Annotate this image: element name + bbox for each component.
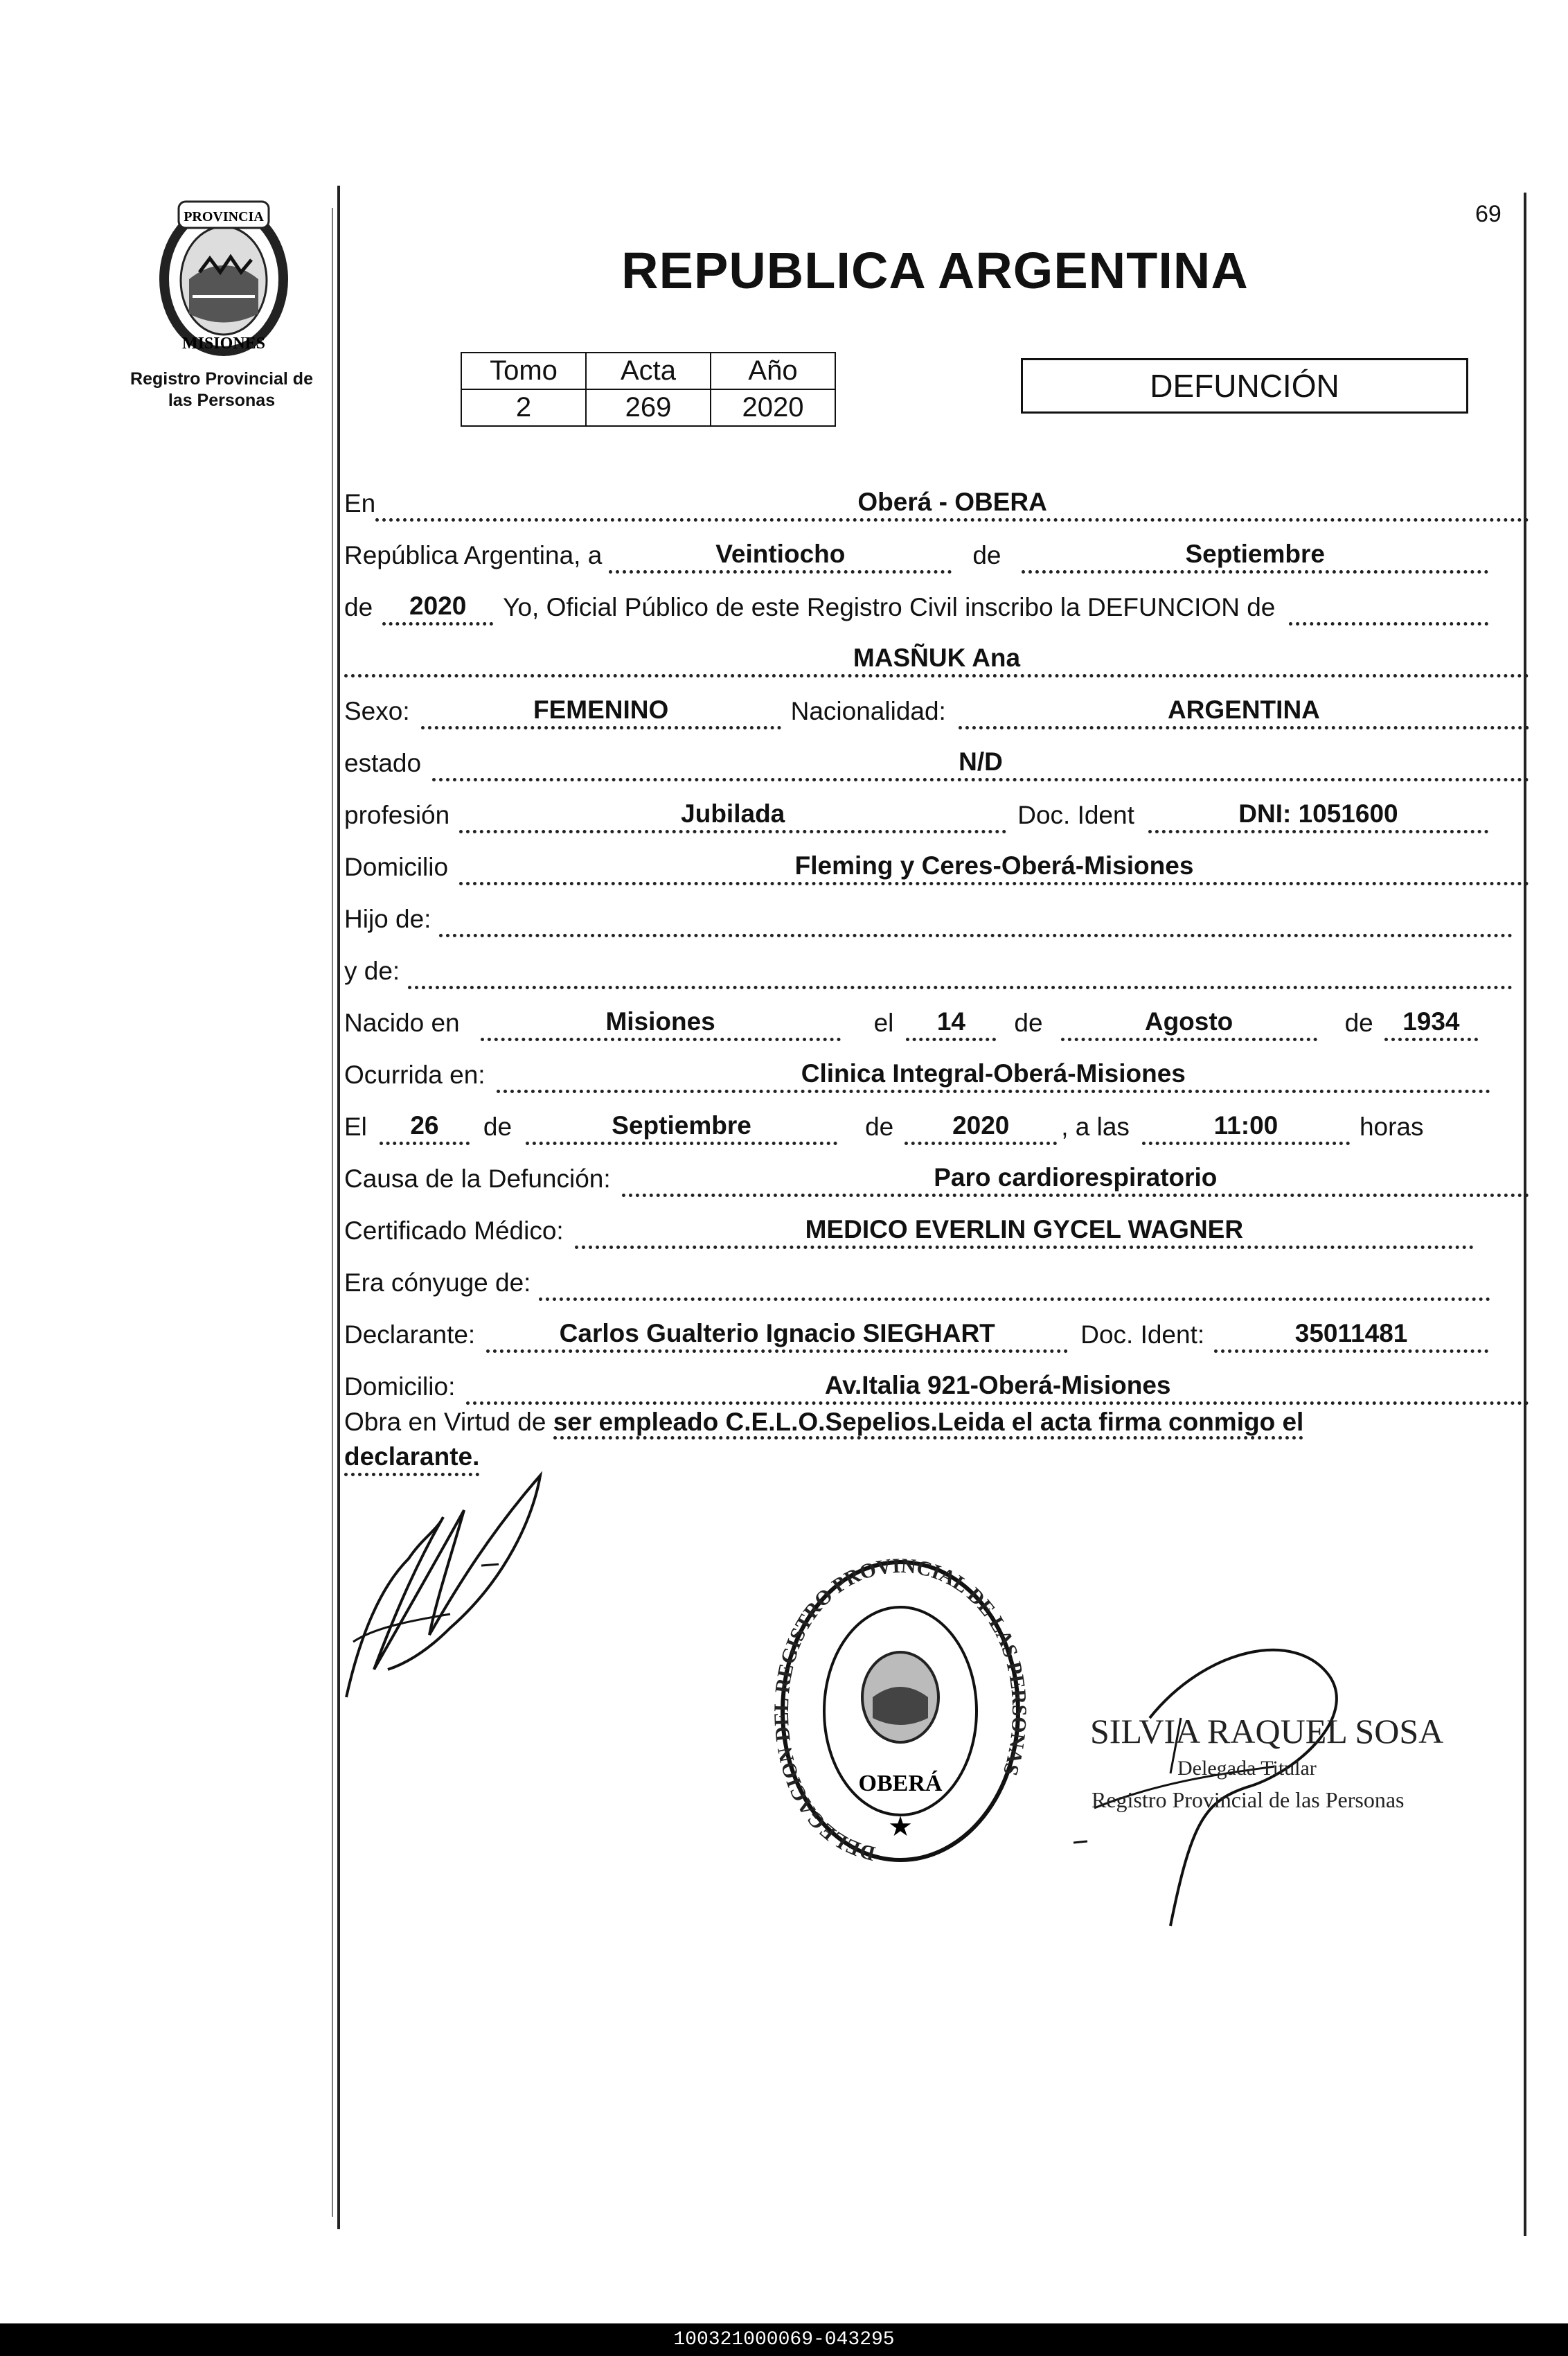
fecha-month-field: Septiembre	[1022, 540, 1488, 574]
page-title: REPUBLICA ARGENTINA	[621, 242, 1249, 299]
row-nombre	[344, 637, 1529, 677]
row-profesion	[344, 793, 1488, 833]
inscripcion-text: Yo, Oficial Público de este Registro Civil inscribo la DEFUNCION de	[503, 593, 1276, 621]
fallecimiento-el-label: El	[344, 1113, 367, 1141]
fecha-de-label: de	[972, 541, 1001, 569]
domicilio-label: Domicilio	[344, 853, 449, 881]
obra-text-line2: declarante.	[344, 1441, 479, 1476]
deceased-name-field: MASÑUK Ana	[344, 644, 1529, 677]
nacido-en-field: Misiones	[481, 1007, 841, 1041]
record-type-box	[1021, 358, 1468, 414]
fallecimiento-dia-field: 26	[380, 1111, 470, 1145]
en-field: Oberá - OBERA	[375, 488, 1529, 522]
row-ocurrida	[344, 1053, 1490, 1093]
conyuge-label: Era cónyuge de:	[344, 1268, 531, 1297]
certificado-label: Certificado Médico:	[344, 1216, 564, 1245]
official-title: Delegada Titular	[1177, 1757, 1317, 1780]
inscripcion-trailing-field	[1289, 592, 1488, 626]
record-value-acta: 269	[586, 389, 711, 426]
en-label: En	[344, 489, 376, 517]
row-causa	[344, 1157, 1529, 1197]
record-value-tomo: 2	[461, 389, 586, 426]
conyuge-field	[539, 1267, 1490, 1301]
sexo-label: Sexo:	[344, 697, 410, 725]
declarante-label: Declarante:	[344, 1320, 476, 1349]
declarant-signature	[332, 1462, 554, 1711]
row-y-de	[344, 949, 1513, 989]
nacido-el-label: el	[873, 1009, 894, 1037]
record-header-anio: Año	[711, 353, 835, 389]
obra-paragraph	[344, 1403, 1529, 1441]
row-conyuge	[344, 1261, 1490, 1301]
record-header-tomo: Tomo	[461, 353, 586, 389]
record-table-value-row	[461, 389, 835, 426]
fecha-day-field: Veintiocho	[609, 540, 952, 574]
nacionalidad-field: ARGENTINA	[959, 696, 1529, 729]
record-table	[461, 352, 836, 427]
a-las-label: , a las	[1061, 1113, 1130, 1141]
record-table-header-row	[461, 353, 835, 389]
declarante-doc-label: Doc. Ident:	[1080, 1320, 1205, 1349]
declarante-doc-field: 35011481	[1214, 1319, 1488, 1353]
row-hijo-de	[344, 897, 1513, 937]
inscripcion-de-label: de	[344, 593, 373, 621]
row-nacimiento	[344, 1001, 1478, 1041]
footer-barcode-text: 100321000069-043295	[0, 2323, 1568, 2356]
official-org: Registro Provincial de las Personas	[1092, 1787, 1405, 1812]
registry-label: Registro Provincial de las Personas	[130, 369, 313, 410]
hijo-de-field	[439, 903, 1513, 937]
profesion-label: profesión	[344, 801, 450, 829]
hijo-de-label: Hijo de:	[344, 905, 431, 933]
registry-office-stamp	[769, 1545, 1032, 1877]
page-number: 69	[1475, 201, 1502, 227]
seal-top-text: PROVINCIA	[184, 209, 264, 224]
inscripcion-year-field: 2020	[382, 592, 493, 626]
stamp-star-icon: ★	[888, 1812, 913, 1842]
y-de-label: y de:	[344, 957, 400, 985]
row-en	[344, 481, 1529, 522]
estado-field: N/D	[432, 747, 1529, 781]
official-signature-block	[1067, 1635, 1454, 1933]
official-name: SILVIA RAQUEL SOSA	[1090, 1712, 1444, 1751]
sexo-field: FEMENINO	[421, 696, 781, 729]
record-type-label: DEFUNCIÓN	[1150, 368, 1339, 404]
nacido-dia-field: 14	[906, 1007, 996, 1041]
nacido-mes-field: Agosto	[1061, 1007, 1317, 1041]
row-inscripcion	[344, 585, 1488, 626]
row-domicilio-declarante	[344, 1365, 1529, 1405]
domicilio-declarante-field: Av.Italia 921-Oberá-Misiones	[466, 1371, 1529, 1405]
left-border-line	[337, 186, 340, 2229]
row-declarante	[344, 1313, 1488, 1353]
nacido-anio-field: 1934	[1384, 1007, 1478, 1041]
row-estado	[344, 741, 1529, 781]
domicilio-field: Fleming y Ceres-Oberá-Misiones	[459, 851, 1529, 885]
row-fallecimiento	[344, 1105, 1529, 1145]
fallecimiento-de-label: de	[483, 1113, 513, 1141]
doc-ident-field: DNI: 1051600	[1148, 799, 1488, 833]
row-fecha	[344, 533, 1488, 574]
row-certificado	[344, 1209, 1474, 1249]
row-domicilio	[344, 845, 1529, 885]
stamp-city: OBERÁ	[858, 1771, 943, 1796]
y-de-field	[408, 955, 1513, 989]
causa-field: Paro cardiorespiratorio	[622, 1163, 1529, 1197]
causa-label: Causa de la Defunción:	[344, 1164, 611, 1193]
stamp-ring-text: DELEGACION DEL REGISTRO PROVINCIAL DE LAS PERSONAS	[769, 1554, 1031, 1866]
fallecimiento-anio-field: 2020	[905, 1111, 1057, 1145]
profesion-field: Jubilada	[459, 799, 1006, 833]
domicilio-declarante-label: Domicilio:	[344, 1372, 456, 1401]
row-sexo-nacionalidad	[344, 689, 1529, 729]
declarante-field: Carlos Gualterio Ignacio SIEGHART	[486, 1319, 1068, 1353]
left-border-line-secondary	[332, 208, 333, 2217]
nacido-de-label: de	[1014, 1009, 1043, 1037]
fallecimiento-de-label-2: de	[865, 1113, 894, 1141]
nacido-de-label-2: de	[1344, 1009, 1373, 1037]
hora-field: 11:00	[1142, 1111, 1350, 1145]
ocurrida-label: Ocurrida en:	[344, 1061, 485, 1089]
fecha-label: República Argentina, a	[344, 541, 603, 569]
record-value-anio: 2020	[711, 389, 835, 426]
seal-bottom-text: MISIONES	[181, 335, 266, 353]
nacionalidad-label: Nacionalidad:	[790, 697, 946, 725]
ocurrida-field: Clinica Integral-Oberá-Misiones	[497, 1059, 1490, 1093]
nacido-en-label: Nacido en	[344, 1009, 460, 1037]
obra-text-line1: ser empleado C.E.L.O.Sepelios.Leida el acta firma conmigo el	[553, 1408, 1304, 1440]
estado-label: estado	[344, 749, 422, 777]
certificado-field: MEDICO EVERLIN GYCEL WAGNER	[575, 1215, 1474, 1249]
horas-label: horas	[1359, 1113, 1424, 1141]
fallecimiento-mes-field: Septiembre	[526, 1111, 837, 1145]
misiones-province-seal	[151, 196, 296, 359]
record-header-acta: Acta	[586, 353, 711, 389]
obra-label: Obra en Virtud de	[344, 1408, 546, 1436]
doc-ident-label: Doc. Ident	[1017, 801, 1134, 829]
